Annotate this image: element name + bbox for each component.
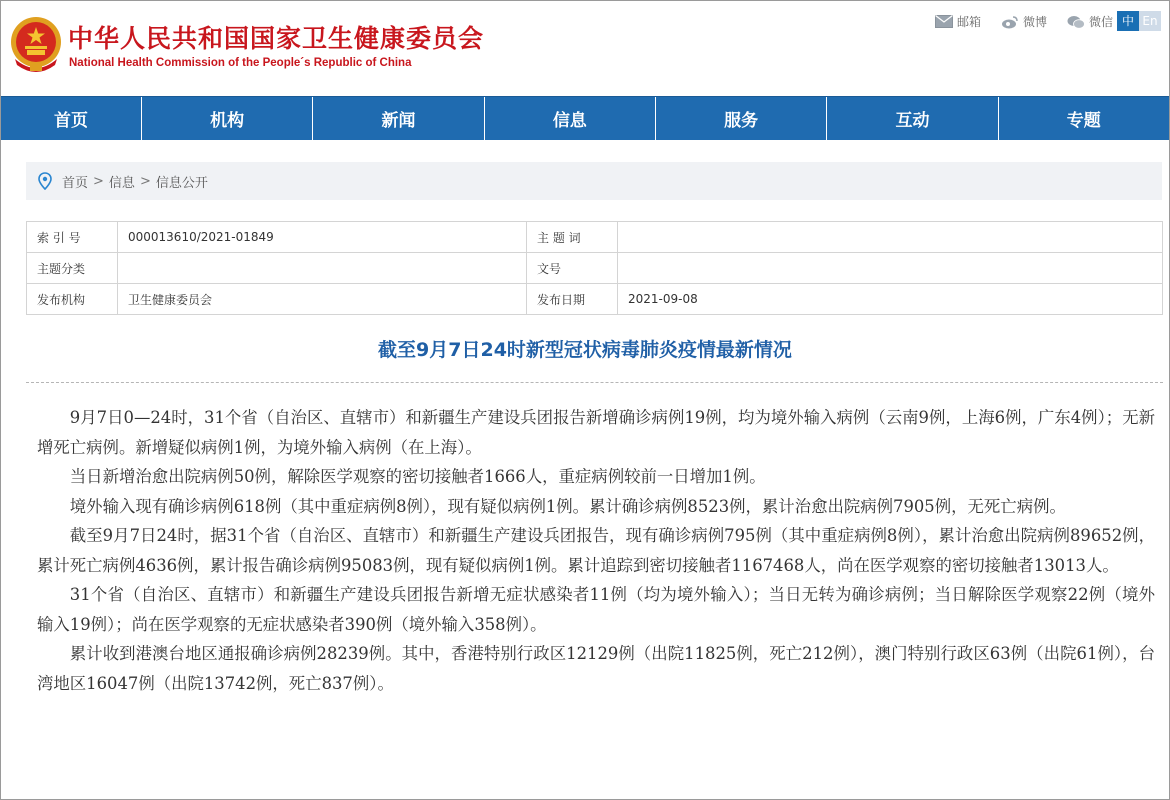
title-divider xyxy=(26,382,1163,383)
lang-zh-button[interactable]: 中 xyxy=(1117,11,1139,31)
wechat-label: 微信 xyxy=(1088,15,1113,29)
nav-information[interactable]: 信息 xyxy=(485,97,656,140)
article-body xyxy=(37,403,1155,698)
meta-key-category: 主题分类 xyxy=(27,253,118,284)
meta-value-keywords xyxy=(618,222,1163,253)
article-paragraph: 当日新增治愈出院病例50例，解除医学观察的密切接触者1666人，重症病例较前一日增加1例。 xyxy=(69,467,766,486)
meta-key-doc-number: 文号 xyxy=(527,253,618,284)
meta-value-category xyxy=(118,253,527,284)
mail-label: 邮箱 xyxy=(956,15,981,29)
meta-value-publish-date: 2021-09-08 xyxy=(618,284,1163,315)
language-switch xyxy=(1117,11,1161,31)
meta-key-index-number: 索 引 号 xyxy=(27,222,118,253)
article-paragraph: 境外输入现有确诊病例618例（其中重症病例8例），现有疑似病例1例。累计确诊病例8523例，累计治愈出院病例7905例，无死亡病例。 xyxy=(69,496,1066,516)
meta-key-publish-date: 发布日期 xyxy=(527,284,618,315)
nav-news[interactable]: 新闻 xyxy=(313,97,484,140)
nav-organization[interactable]: 机构 xyxy=(142,97,313,140)
weibo-icon xyxy=(1001,15,1019,29)
site-header xyxy=(1,1,1169,96)
meta-value-publisher: 卫生健康委员会 xyxy=(118,284,527,315)
document-meta-table xyxy=(26,221,1163,315)
nav-topics[interactable]: 专题 xyxy=(1066,111,1101,131)
mail-icon xyxy=(935,15,953,28)
nav-home[interactable]: 首页 xyxy=(1,97,142,140)
article-paragraph: 累计收到港澳台地区通报确诊病例28239例。其中，香港特别行政区12129例（出院11825例，死亡212例），澳门特别行政区63例（出院61例），台湾地区16047例（出院13742例，死亡837例）。 xyxy=(37,644,1155,693)
table-row xyxy=(27,253,1163,284)
meta-value-doc-number xyxy=(618,253,1163,284)
wechat-link[interactable] xyxy=(1067,13,1113,30)
table-row xyxy=(27,222,1163,253)
weibo-label: 微博 xyxy=(1022,15,1047,29)
breadcrumb-information[interactable]: 信息 xyxy=(108,175,135,191)
meta-key-keywords: 主 题 词 xyxy=(527,222,618,253)
mail-link[interactable] xyxy=(935,13,981,30)
breadcrumb-home[interactable]: 首页 xyxy=(62,175,89,191)
site-title-cn[interactable]: 中华人民共和国国家卫生健康委员会 xyxy=(68,24,485,53)
lang-en-button[interactable]: En xyxy=(1139,11,1161,31)
breadcrumb-separator: > xyxy=(139,173,151,189)
national-emblem-icon[interactable] xyxy=(9,15,63,75)
article-paragraph: 9月7日0—24时，31个省（自治区、直辖市）和新疆生产建设兵团报告新增确诊病例19例，均为境外输入病例（云南9例，上海6例，广东4例）；无新增死亡病例。新增疑似病例1例，为境外输入病例（在上海）。 xyxy=(37,408,1155,457)
breadcrumb-separator: > xyxy=(93,173,104,189)
breadcrumb-information-disclosure[interactable]: 信息公开 xyxy=(155,175,208,191)
nav-services[interactable]: 服务 xyxy=(656,97,827,140)
article-title: 截至9月7日24时新型冠状病毒肺炎疫情最新情况 xyxy=(378,339,792,361)
site-title-en[interactable]: National Health Commission of the People´s Republic of China xyxy=(69,57,412,69)
breadcrumb xyxy=(26,162,1162,200)
article-paragraph: 31个省（自治区、直辖市）和新疆生产建设兵团报告新增无症状感染者11例（均为境外输入）；当日无转为确诊病例；当日解除医学观察22例（境外输入19例）；尚在医学观察的无症状感染者390例（境外输入358例）。 xyxy=(37,585,1155,634)
meta-key-publisher: 发布机构 xyxy=(27,284,118,315)
location-pin-icon xyxy=(38,172,52,190)
table-row xyxy=(27,284,1163,315)
article-paragraph: 截至9月7日24时，据31个省（自治区、直辖市）和新疆生产建设兵团报告，现有确诊病例795例（其中重症病例8例），累计治愈出院病例89652例，累计死亡病例4636例，累计报告确诊病例95083例，现有疑似病例1例。累计追踪到密切接触者1167468人，尚在医学观察的密切接触者13013人。 xyxy=(37,526,1155,575)
nav-interaction[interactable]: 互动 xyxy=(827,97,998,140)
main-nav xyxy=(1,96,1169,140)
weibo-link[interactable] xyxy=(1001,13,1047,30)
meta-value-index-number: 000013610/2021-01849 xyxy=(118,222,527,253)
top-links xyxy=(935,13,1113,30)
wechat-icon xyxy=(1067,15,1085,29)
